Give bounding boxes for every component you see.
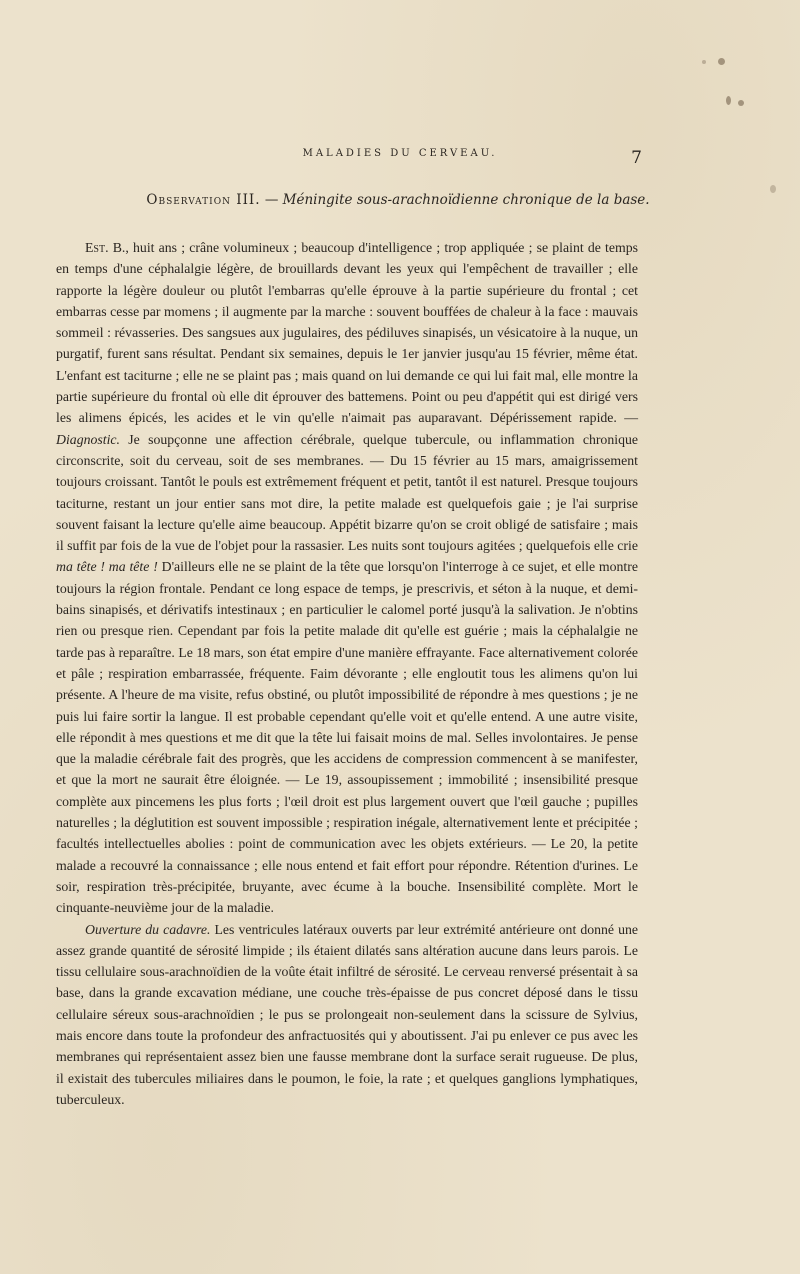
body-text — [56, 237, 638, 1110]
foxing-spot — [738, 100, 744, 106]
observation-title — [58, 192, 738, 208]
exclamation-quote: ma tête ! ma tête ! — [56, 559, 158, 575]
history-text-3: D'ailleurs elle ne se plaint de la tête que lorsqu'on l'interroge à ce sujet, et elle montre toujours la région frontale. Pendant ce long espace de temps, je prescrivis, et séton à la nuque, et demi-bains sinapisés, et dérivatifs intestinaux ; en particulier le calomel porté jusqu'à la salivation. Je n'obtins rien ou presque rien. Cependant par fois la petite malade dit qu'elle est guérie ; mais la céphalalgie ne tarde pas à reparaître. Le 18 mars, son état empire d'une manière effrayante. Face alternativement colorée et pâle ; respiration embarrassée, fréquente. Faim dévorante ; elle engloutit tous les alimens qu'on lui présente. A l'heure de ma visite, refus obstiné, ou plutôt impossibilité de répondre à mes questions ; je ne puis lui faire sortir la langue. Il est probable cependant qu'elle voit et qu'elle entend. A une autre visite, elle répondit à mes questions et me dit que la tête lui faisait moins de mal. Selles involontaires. Je pense que la maladie cérébrale fait des progrès, que les accidens de compression commencent à se manifester, et que la mort ne saurait être éloignée. — Le 19, assoupissement ; immobilité ; insensibilité presque complète aux pincemens les plus forts ; l'œil droit est plus largement ouvert que l'œil gauche ; pupilles naturelles ; la déglutition est souvent impossible ; respiration inégale, alternativement lente et précipitée ; facultés intellectuelles abolies : point de communication avec les objets extérieurs. — Le 20, la petite malade a recouvré la connaissance ; elle nous entend et fait effort pour répondre. Rétention d'urines. Le soir, respiration très-précipitée, bruyante, avec écume à la bouche. Insensibilité complète. Mort le cinquante-neuvième jour de la maladie. — [56, 559, 638, 916]
foxing-spot — [726, 96, 731, 105]
autopsy-label: Ouverture du cadavre. — [85, 921, 211, 937]
foxing-spot — [702, 60, 706, 64]
patient-initials: Est. B. — [85, 240, 126, 255]
foxing-spot — [718, 58, 725, 65]
diagnostic-label: Diagnostic. — [56, 431, 120, 447]
foxing-spot — [770, 185, 776, 193]
running-head: MALADIES DU CERVEAU. — [302, 148, 498, 159]
history-text-2: Je soupçonne une affection cérébrale, quelque tubercule, ou inflammation chronique circonscrite, soit du cerveau, soit de ses membranes. — Du 15 février au 15 mars, amaigrissement toujours croissant. Tantôt le pouls est extrêmement fréquent et petit, tantôt il est naturel. Presque toujours taciturne, restant un jour entier sans mot dire, la petite malade est quelquefois gaie ; je l'ai surprise souvent faisant la lecture qu'elle aime beaucoup. Appétit bizarre qu'on se croit obligé de satisfaire ; mais il suffit par fois de la vue de l'objet pour la rassasier. Les nuits sont toujours agitées ; quelquefois elle crie — [56, 431, 638, 554]
observation-subject: Méningite sous-arachnoïdienne chronique de la base. — [282, 192, 650, 208]
observation-label: Observation III. — [146, 192, 261, 208]
autopsy-text: Les ventricules latéraux ouverts par leur extrémité antérieure ont donné une assez grande quantité de sérosité limpide ; ils étaient dilatés sans altération aucune dans leurs parois. Le tissu cellulaire sous-arachnoïdien de la voûte était infiltré de sérosité. Le cerveau renversé présentait à sa base, dans la grande excavation médiane, une couche très-épaisse de pus concret déposé dans le tissu cellulaire séreux sous-arachnoïdien ; le pus se prolongeait non-seulement dans la scissure de Sylvius, mais encore dans toute la profondeur des anfractuosités qui y aboutissent. J'ai pu enlever ce pus avec les membranes qui représentaient assez bien une fausse membrane dont la surface serait rugueuse. De plus, il existait des tubercules miliaires dans le poumon, le foie, la rate ; et quelques ganglions lymphatiques, tuberculeux. — [56, 921, 638, 1107]
autopsy-paragraph — [56, 919, 638, 1111]
clinical-history-paragraph — [56, 237, 638, 919]
history-text-1: , huit ans ; crâne volumineux ; beaucoup d'intelligence ; trop appliquée ; se plaint de temps en temps d'une céphalalgie légère, de brouillards devant les yeux qui l'empêchent de travailler ; elle rapporte la légère douleur ou plutôt l'embarras qu'elle éprouve à la partie supérieure du frontal ; cet embarras cesse par momens ; il augmente par la marche : souvent bouffées de chaleur à la face : mauvais sommeil : révasseries. Des sangsues aux jugulaires, des pédiluves sinapisés, un vésicatoire à la nuque, un purgatif, furent sans résultat. Pendant six semaines, depuis le 1er janvier jusqu'au 15 février, même état. L'enfant est taciturne ; elle ne se plaint pas ; mais quand on lui demande ce qui lui fait mal, elle montre la partie supérieure du frontal où elle dit éprouver des battemens. Point ou peu d'appétit qui est dirigé vers les alimens épicés, les acides et le vin qu'elle n'aimait pas auparavant. Dépérissement rapide. — — [56, 240, 639, 426]
page-number: 7 — [631, 148, 642, 168]
title-dash: — — [260, 192, 283, 208]
